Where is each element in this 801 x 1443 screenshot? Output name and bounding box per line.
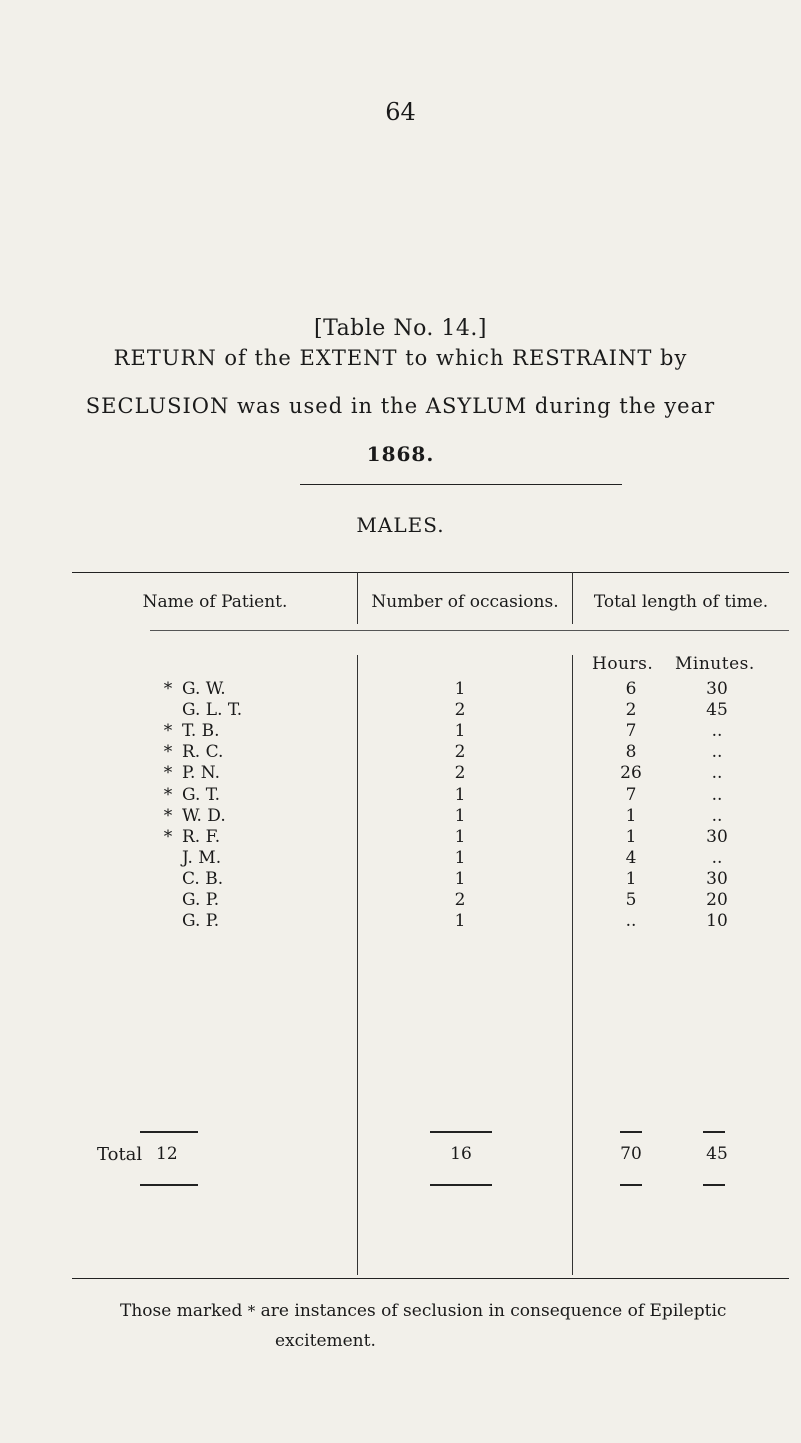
hours-value: 1 [625, 868, 637, 889]
hours-value: 8 [625, 742, 637, 763]
patient-mark: * [163, 763, 173, 784]
table-row [0, 763, 801, 784]
minutes-value: .. [711, 847, 723, 868]
table-row [0, 848, 801, 869]
occasions-count: 2 [454, 763, 466, 784]
total-patients: 12 [156, 1144, 178, 1164]
occasions-count: 1 [454, 784, 466, 805]
minutes-value: 45 [706, 700, 728, 721]
hours-value: 7 [625, 784, 637, 805]
minutes-value: .. [711, 742, 723, 763]
table-bottom-rule [72, 1278, 789, 1279]
occasions-count: 1 [454, 826, 466, 847]
patient-name: G. P. [182, 890, 220, 910]
patient-name: G. T. [182, 784, 221, 805]
minutes-value: .. [711, 721, 723, 742]
total-rule-minutes [703, 1131, 725, 1133]
patient-mark: * [163, 742, 173, 763]
table-row [0, 721, 801, 742]
occasions-count: 1 [454, 847, 466, 868]
footnote-text-line2: excitement. [275, 1331, 376, 1351]
patient-name: G. L. T. [182, 700, 243, 721]
occasions-count: 1 [454, 721, 466, 742]
table-top-rule [72, 572, 789, 573]
patient-name: G. P. [182, 911, 220, 932]
column-divider-1 [357, 572, 358, 624]
minutes-value: .. [711, 784, 723, 805]
hours-value: 4 [625, 847, 637, 868]
minutes-value: 30 [706, 679, 728, 699]
page-number: 64 [385, 98, 416, 126]
total-rule-hours [620, 1131, 642, 1133]
table-row [0, 869, 801, 890]
patient-name: C. B. [182, 868, 224, 889]
total-hours: 70 [620, 1144, 642, 1164]
hours-value: .. [625, 911, 637, 932]
patient-mark: * [163, 784, 173, 805]
total-underline-hours [620, 1184, 642, 1186]
table-row [0, 911, 801, 932]
footnote-text-end: are instances of seclusion in consequence of Epileptic [255, 1301, 727, 1321]
total-occasions: 16 [450, 1144, 472, 1164]
occasions-count: 2 [454, 700, 466, 721]
patient-name: W. D. [182, 805, 226, 826]
patient-name: R. C. [182, 742, 224, 763]
table-label: [Table No. 14.] [314, 316, 487, 341]
table-row [0, 742, 801, 763]
hours-value: 2 [625, 700, 637, 721]
heading-line-2: SECLUSION was used in the ASYLUM during the year [85, 394, 716, 418]
hours-value: 7 [625, 721, 637, 742]
total-rule-occasions [430, 1131, 492, 1133]
hours-value: 5 [625, 890, 637, 910]
minutes-value: 30 [706, 826, 728, 847]
occasions-count: 2 [454, 742, 466, 763]
occasions-count: 2 [454, 890, 466, 910]
patient-name: P. N. [182, 763, 220, 784]
table-row [0, 827, 801, 848]
patient-mark: * [163, 805, 173, 826]
minutes-value: 30 [706, 868, 728, 889]
section-title: MALES. [356, 513, 445, 537]
total-underline-occasions [430, 1184, 492, 1186]
hours-value: 26 [620, 763, 642, 784]
footnote [120, 1296, 760, 1356]
footnote-asterisk: * [247, 1302, 256, 1320]
minutes-value: .. [711, 805, 723, 826]
patient-name: R. F. [182, 826, 221, 847]
column-divider-2 [572, 572, 573, 624]
occasions-count: 1 [454, 868, 466, 889]
minutes-value: .. [711, 763, 723, 784]
footnote-text-start: Those marked [120, 1301, 248, 1321]
table-row [0, 806, 801, 827]
total-underline-name [140, 1184, 198, 1186]
total-rule-name [140, 1131, 198, 1133]
table-row [0, 890, 801, 911]
occasions-count: 1 [454, 805, 466, 826]
table-header-rule [150, 630, 789, 631]
subheader-hours: Hours. [592, 654, 654, 674]
patient-mark: * [163, 721, 173, 742]
occasions-count: 1 [454, 679, 466, 699]
patient-name: G. W. [182, 679, 226, 699]
minutes-value: 20 [706, 890, 728, 910]
total-label: Total [97, 1144, 143, 1165]
column-header-time: Total length of time. [593, 592, 769, 612]
occasions-count: 1 [454, 911, 466, 932]
table-row [0, 679, 801, 700]
hours-value: 1 [625, 826, 637, 847]
heading-line-1: RETURN of the EXTENT to which RESTRAINT by [113, 346, 688, 370]
patient-mark: * [163, 826, 173, 847]
table-row [0, 785, 801, 806]
patient-name: T. B. [182, 721, 220, 742]
column-header-name: Name of Patient. [142, 592, 288, 612]
hours-value: 1 [625, 805, 637, 826]
patient-mark: * [163, 679, 173, 699]
total-underline-minutes [703, 1184, 725, 1186]
heading-divider [300, 484, 622, 485]
column-header-occasions: Number of occasions. [371, 592, 559, 612]
heading-year: 1868. [366, 442, 435, 466]
table-row [0, 700, 801, 721]
total-minutes: 45 [706, 1144, 728, 1164]
subheader-minutes: Minutes. [675, 654, 755, 674]
patient-name: J. M. [182, 847, 222, 868]
hours-value: 6 [625, 679, 637, 699]
minutes-value: 10 [706, 911, 728, 932]
